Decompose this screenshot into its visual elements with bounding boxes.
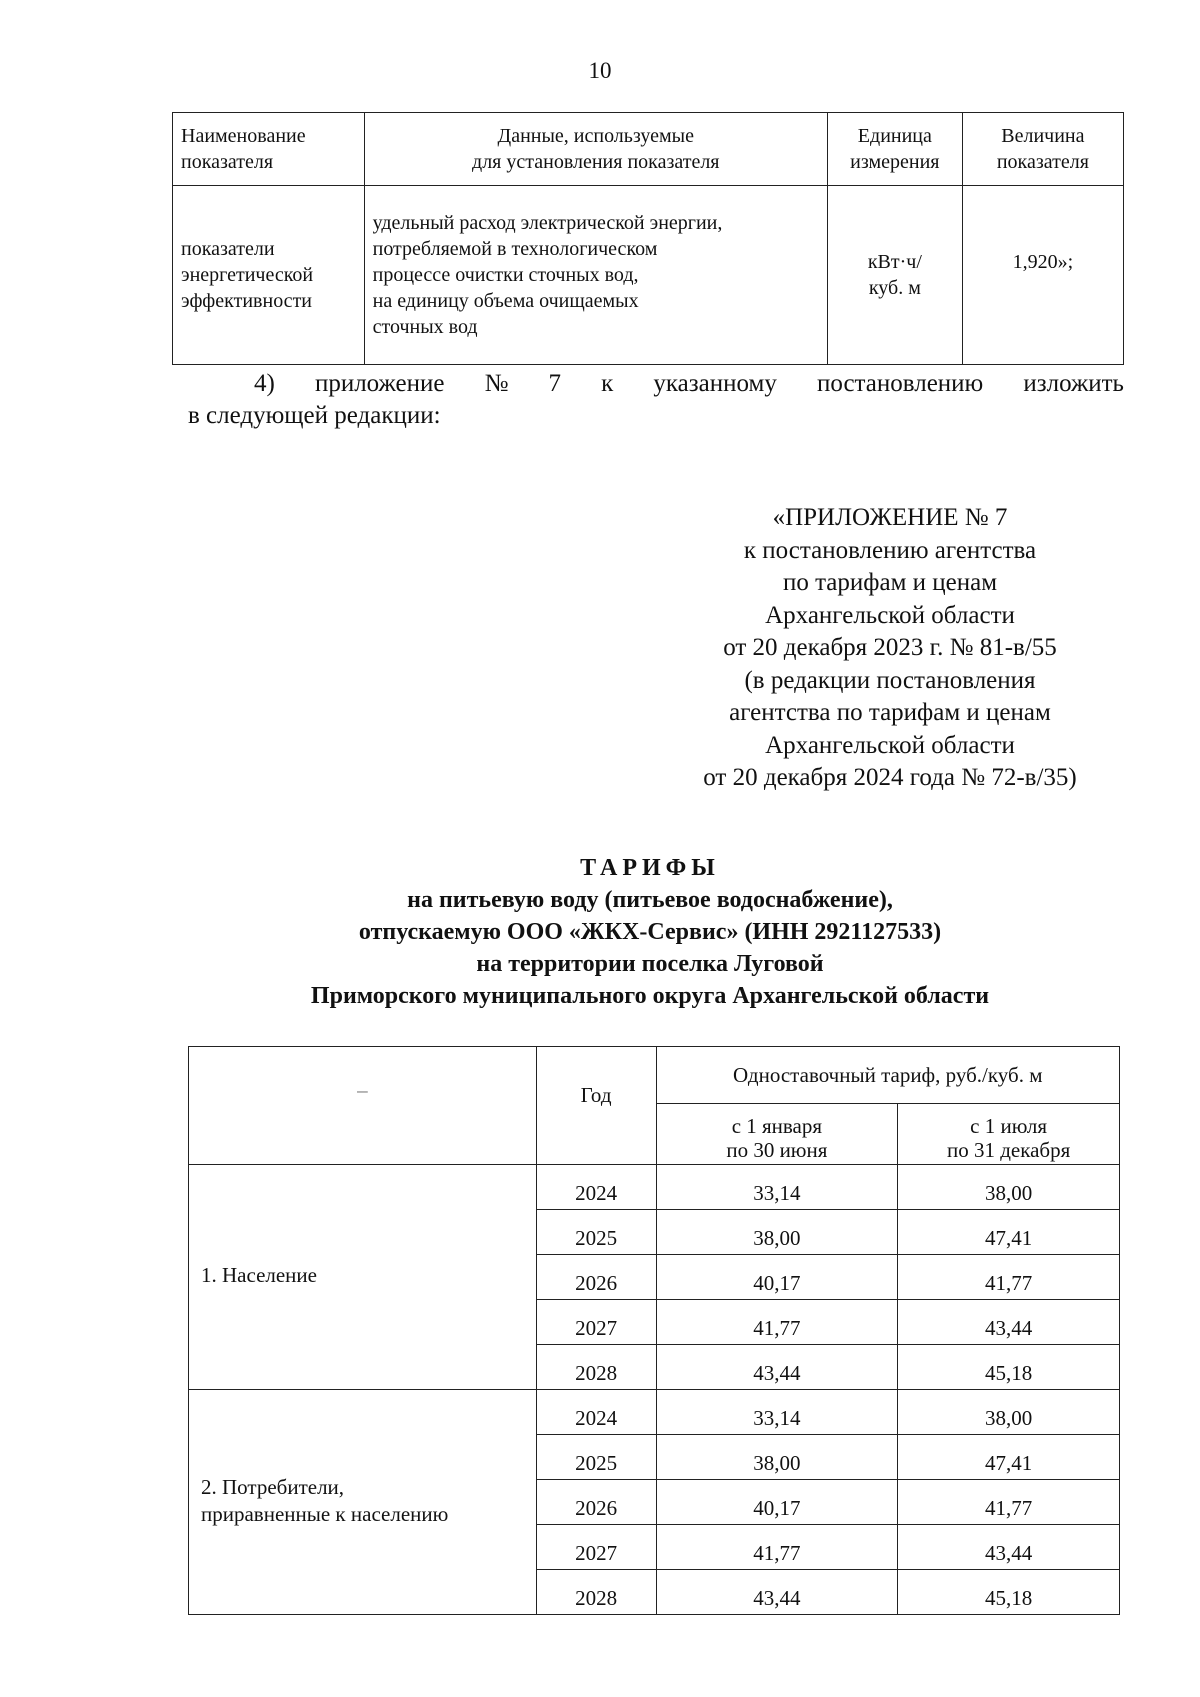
tariff-h2-cell: 41,77 [898, 1480, 1120, 1525]
year-cell: 2026 [536, 1480, 656, 1525]
header-period-1: с 1 января по 30 июня [656, 1104, 898, 1165]
tariff-h2-cell: 47,41 [898, 1210, 1120, 1255]
tariff-h2-cell: 43,44 [898, 1525, 1120, 1570]
tariff-h2-cell: 38,00 [898, 1390, 1120, 1435]
header-value: Величина показателя [962, 113, 1123, 186]
year-cell: 2025 [536, 1210, 656, 1255]
header-indicator-data: Данные, используемые для установления показателя [364, 113, 827, 186]
tariff-h1-cell: 38,00 [656, 1435, 898, 1480]
tariffs-table [188, 1046, 1120, 1615]
tariff-h1-cell: 33,14 [656, 1165, 898, 1210]
paragraph-line-1: 4) приложение № 7 к указанному постановлению изложить [254, 370, 1124, 397]
indicator-table-header [173, 113, 1124, 186]
tariffs-header-row [189, 1047, 1120, 1104]
indicator-data-cell: удельный расход электрической энергии, потребляемой в технологическом процессе очистки сточных вод, на единицу объема очищаемых сточных вод [364, 186, 827, 365]
tariff-h1-cell: 38,00 [656, 1210, 898, 1255]
appendix-line: от 20 декабря 2024 года № 72-в/35) [703, 764, 1077, 791]
tariff-h2-cell: 47,41 [898, 1435, 1120, 1480]
indicator-name-cell: показатели энергетической эффективности [173, 186, 365, 365]
year-cell: 2025 [536, 1435, 656, 1480]
tariff-h1-cell: 43,44 [656, 1345, 898, 1390]
appendix-line: по тарифам и ценам [782, 569, 998, 596]
appendix-line: от 20 декабря 2023 г. № 81-в/55 [723, 634, 1057, 661]
group-label-cell: 1. Население [189, 1165, 537, 1390]
year-cell: 2028 [536, 1345, 656, 1390]
header-tariff: Одноставочный тариф, руб./куб. м [656, 1047, 1119, 1104]
year-cell: 2027 [536, 1300, 656, 1345]
table-row [189, 1390, 1120, 1435]
tariff-h1-cell: 40,17 [656, 1255, 898, 1300]
indicator-unit-cell: кВт·ч/ куб. м [827, 186, 962, 365]
appendix-block [660, 502, 1120, 795]
group-label-cell: 2. Потребители, приравненные к населению [189, 1390, 537, 1615]
year-cell: 2028 [536, 1570, 656, 1615]
amendment-paragraph [188, 368, 1124, 432]
page-number: 10 [588, 58, 612, 83]
appendix-line: Архангельской области [765, 731, 1015, 759]
appendix-line: Архангельской области [765, 601, 1015, 629]
year-cell: 2026 [536, 1255, 656, 1300]
appendix-line: (в редакции постановления [744, 666, 1036, 694]
title-main: ТАРИФЫ [580, 855, 720, 881]
tariff-h1-cell: 33,14 [656, 1390, 898, 1435]
tariff-h2-cell: 45,18 [898, 1570, 1120, 1615]
tariff-h2-cell: 41,77 [898, 1255, 1120, 1300]
header-period-2: с 1 июля по 31 декабря [898, 1104, 1120, 1165]
indicator-value-cell: 1,920»; [962, 186, 1123, 365]
header-year: Год [536, 1047, 656, 1165]
appendix-line: «ПРИЛОЖЕНИЕ № 7 [772, 504, 1008, 531]
appendix-line: к постановлению агентства [743, 536, 1037, 564]
year-cell: 2024 [536, 1165, 656, 1210]
title-line: на территории поселка Луговой [476, 951, 824, 977]
year-cell: 2024 [536, 1390, 656, 1435]
table-row [189, 1165, 1120, 1210]
header-unit: Единица измерения [827, 113, 962, 186]
tariff-h1-cell: 40,17 [656, 1480, 898, 1525]
title-line: отпускаемую ООО «ЖКХ-Сервис» (ИНН 2921127533) [358, 919, 942, 945]
tariff-h1-cell: 41,77 [656, 1300, 898, 1345]
header-indicator-name: Наименование показателя [173, 113, 365, 186]
title-line: Приморского муниципального округа Архангельской области [310, 983, 990, 1009]
appendix-line: агентства по тарифам и ценам [729, 699, 1051, 726]
tariff-h2-cell: 43,44 [898, 1300, 1120, 1345]
title-line: на питьевую воду (питьевое водоснабжение), [407, 887, 893, 913]
indicator-table-row [173, 186, 1124, 365]
tariff-h2-cell: 38,00 [898, 1165, 1120, 1210]
indicator-table [172, 112, 1124, 365]
paragraph-line-2: в следующей редакции: [188, 402, 441, 429]
year-cell: 2027 [536, 1525, 656, 1570]
tariff-h2-cell: 45,18 [898, 1345, 1120, 1390]
tariff-h1-cell: 41,77 [656, 1525, 898, 1570]
tariffs-title [0, 852, 1200, 1012]
tariff-h1-cell: 43,44 [656, 1570, 898, 1615]
header-empty-cell: – [189, 1047, 537, 1165]
